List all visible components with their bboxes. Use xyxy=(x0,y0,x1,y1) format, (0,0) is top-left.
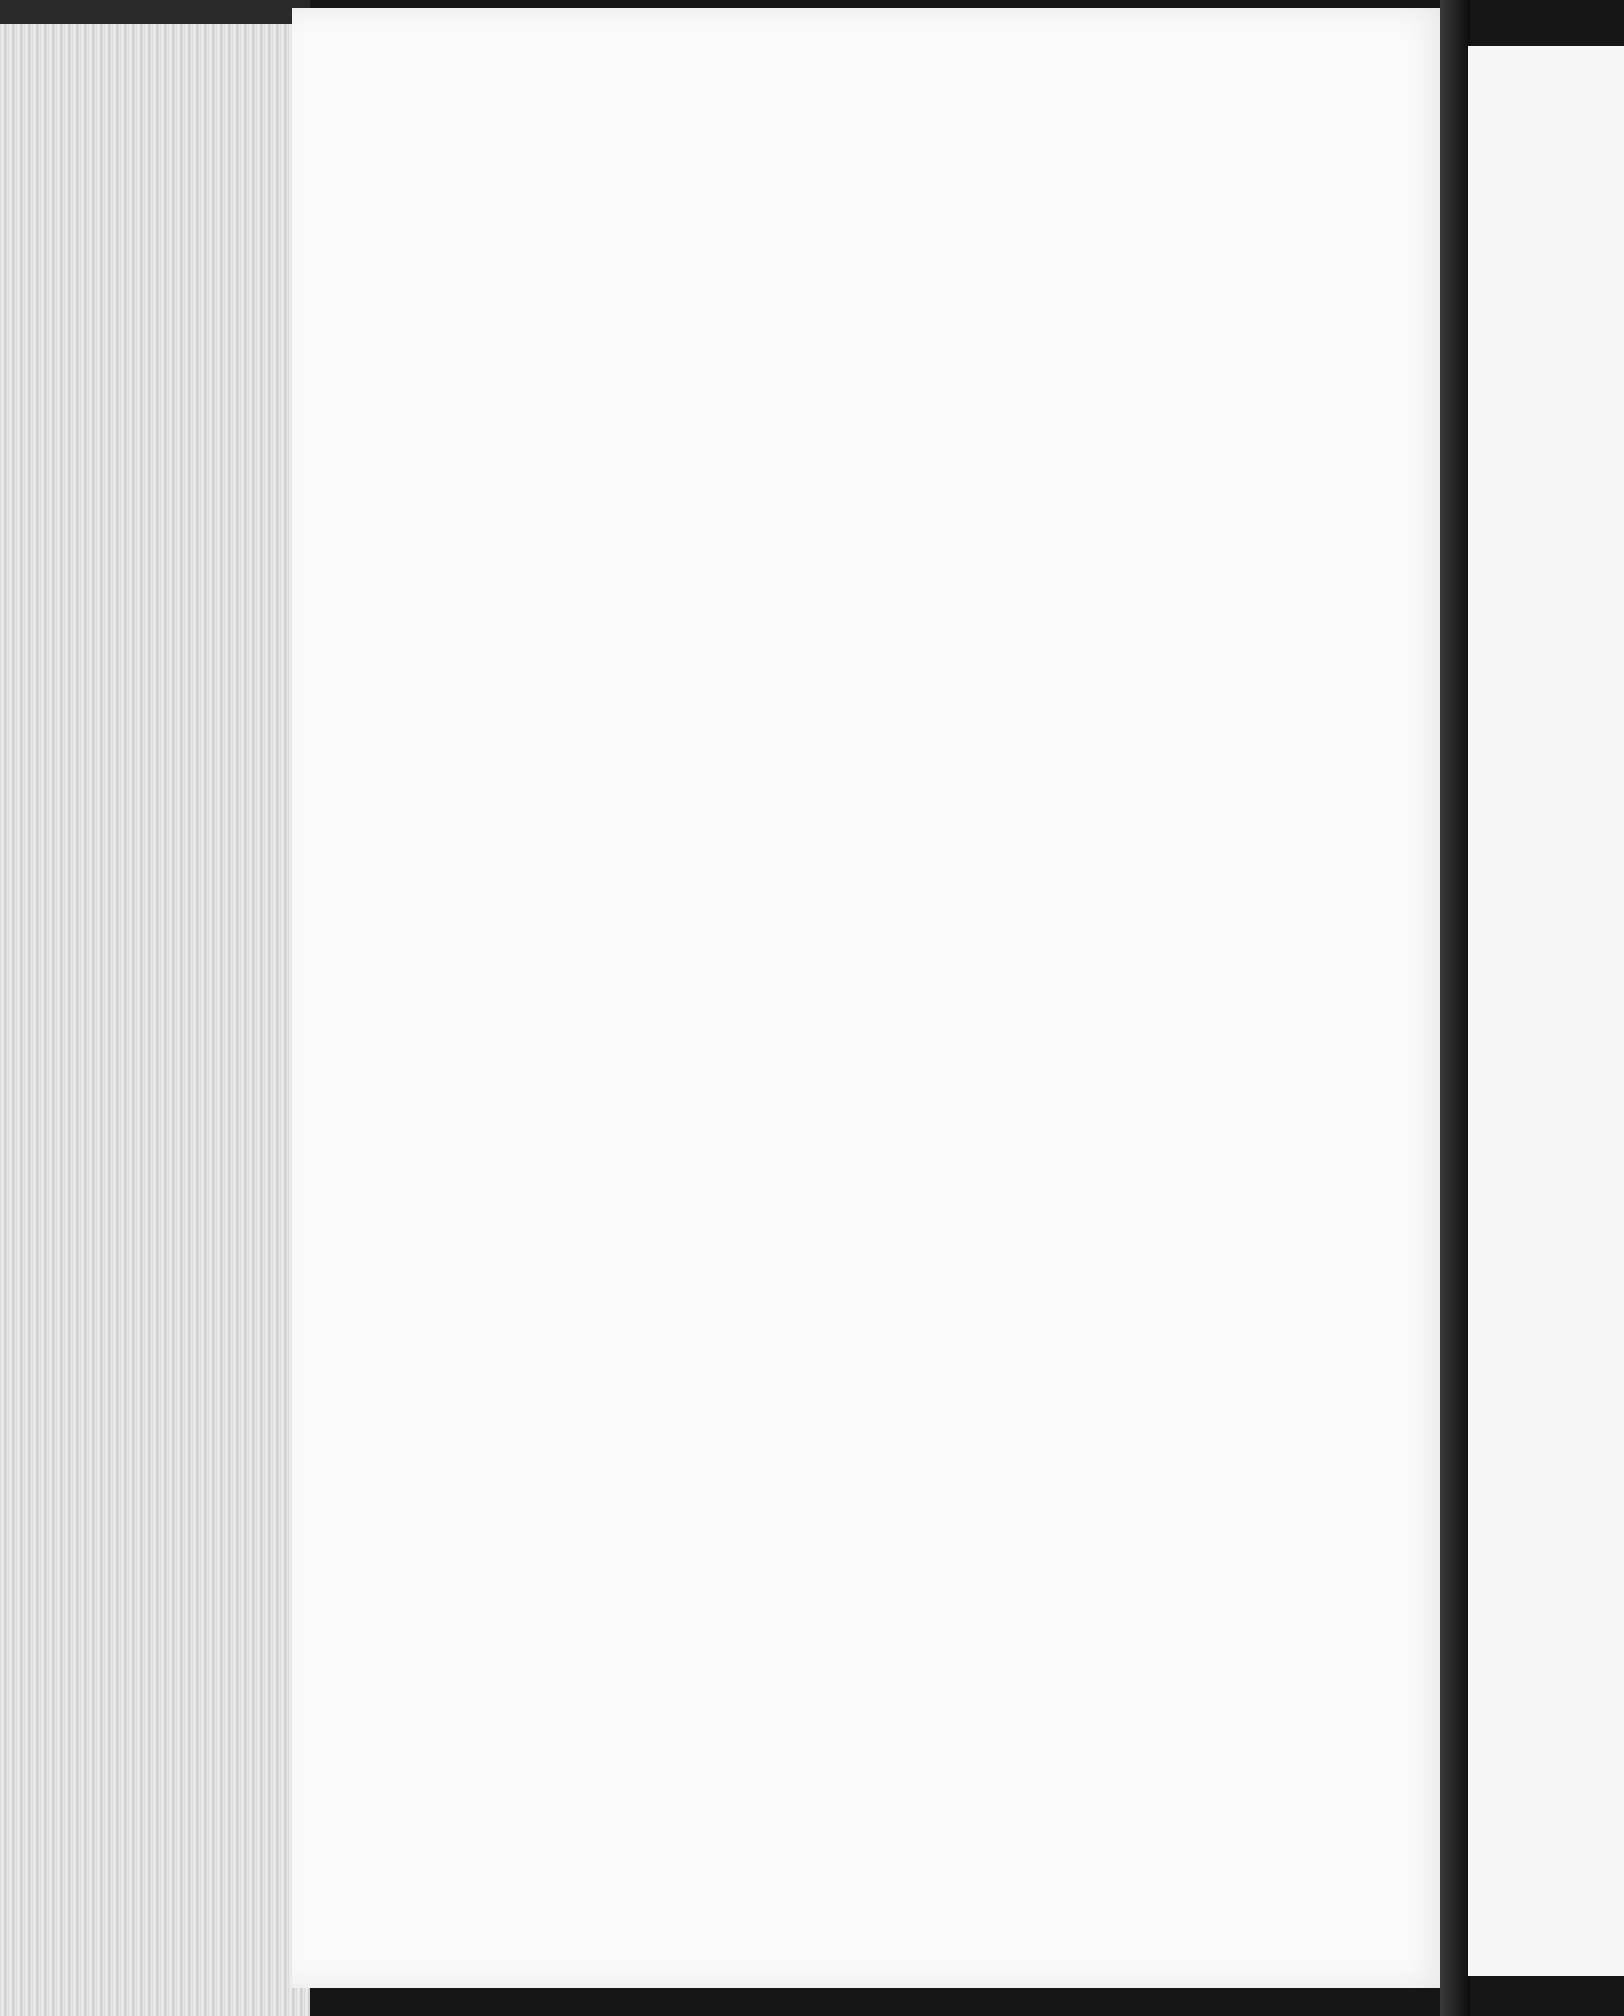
book-top-shadow xyxy=(0,0,310,24)
left-page xyxy=(292,8,1450,1988)
book-page-edges xyxy=(0,0,310,2016)
right-page xyxy=(1468,46,1624,1976)
book-gutter xyxy=(1440,0,1470,2016)
